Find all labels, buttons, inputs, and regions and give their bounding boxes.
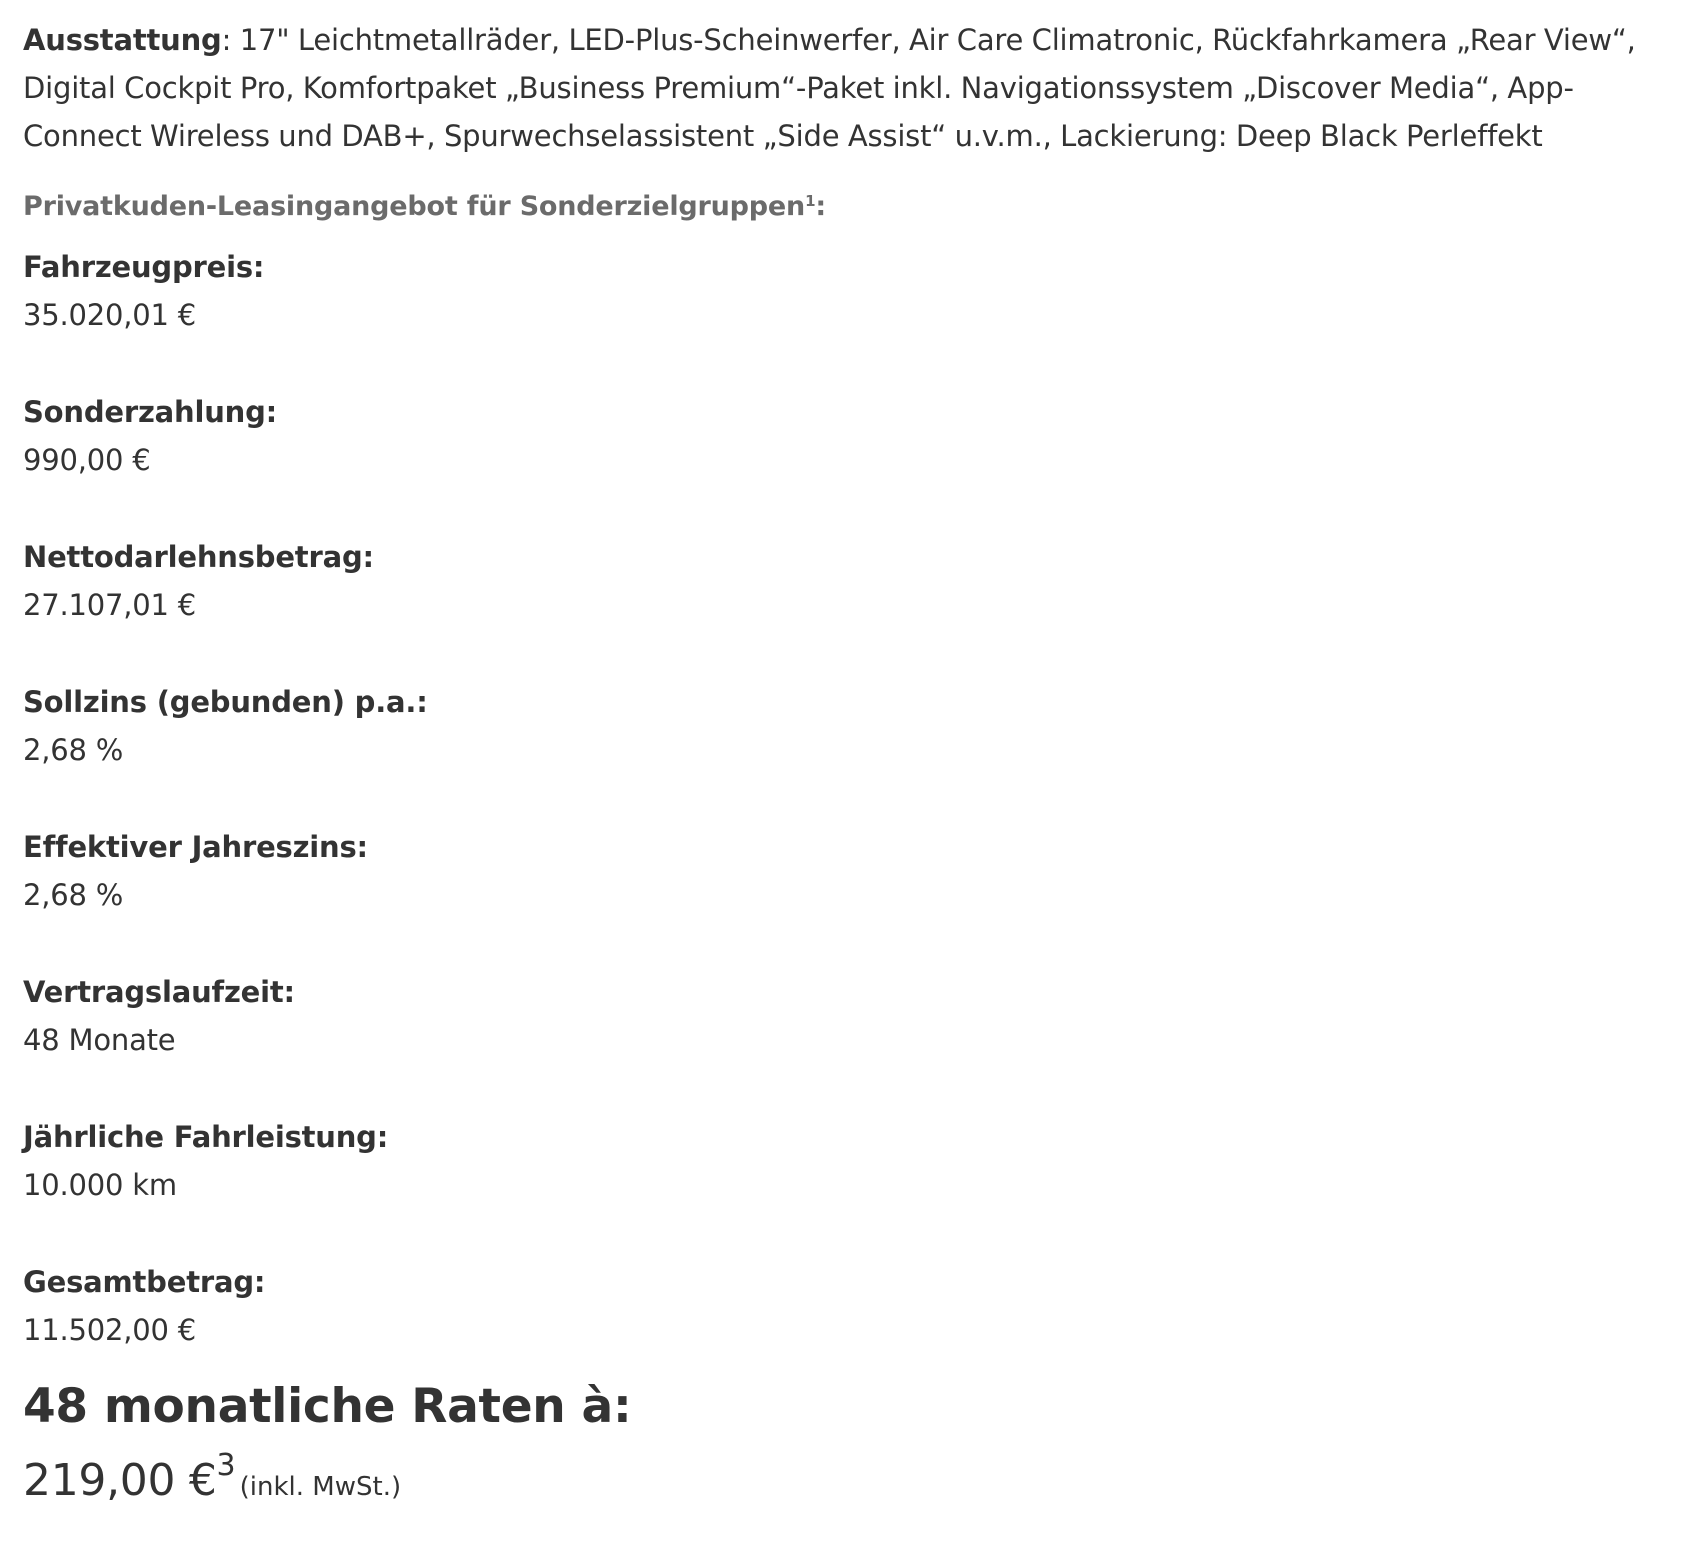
field-value: 10.000 km	[23, 1168, 177, 1202]
monthly-rate-value	[23, 1448, 1668, 1516]
offer-footnote-marker: 1	[805, 192, 816, 210]
monthly-rate-heading: 48 monatliche Raten à:	[23, 1379, 632, 1434]
equipment-text: : 17" Leichtmetallräder, LED-Plus-Scheinwerfer, Air Care Climatronic, Rückfahrkamera „Rear View“, Digital Cockpit Pro, Komfortpaket „Business Premium“-Paket inkl. Navigationssystem „Discover Media“, App-Connect Wireless und DAB+, Spurwechselassistent „Side Assist“ u.v.m., Lackierung: Deep Black Perleffekt	[23, 23, 1636, 153]
offer-heading-colon: :	[815, 191, 826, 222]
field-special-payment	[23, 388, 1668, 533]
field-label: Jährliche Fahrleistung:	[23, 1120, 389, 1154]
monthly-rate-amount: 219,00 €	[23, 1455, 217, 1506]
field-value: 27.107,01 €	[23, 588, 197, 622]
equipment-paragraph	[23, 16, 1668, 160]
offer-heading-text: Privatkuden-Leasingangebot für Sonderzielgruppen	[23, 191, 806, 222]
field-label: Fahrzeugpreis:	[23, 250, 265, 284]
monthly-rate-footnote-marker: 3	[216, 1448, 236, 1483]
field-label: Effektiver Jahreszins:	[23, 830, 368, 864]
field-value: 2,68 %	[23, 878, 124, 912]
field-value: 990,00 €	[23, 443, 151, 477]
field-value: 48 Monate	[23, 1023, 176, 1057]
field-contract-term	[23, 968, 1668, 1113]
offer-details-list	[23, 243, 1668, 1354]
field-value: 2,68 %	[23, 733, 124, 767]
equipment-label: Ausstattung	[23, 23, 222, 57]
field-label: Nettodarlehnsbetrag:	[23, 540, 374, 574]
field-value: 35.020,01 €	[23, 298, 197, 332]
field-net-loan-amount	[23, 533, 1668, 678]
field-annual-mileage	[23, 1113, 1668, 1258]
field-effective-annual-rate	[23, 823, 1668, 968]
field-value: 11.502,00 €	[23, 1313, 197, 1347]
field-label: Vertragslaufzeit:	[23, 975, 295, 1009]
field-label: Gesamtbetrag:	[23, 1265, 266, 1299]
field-vehicle-price	[23, 243, 1668, 388]
field-label: Sonderzahlung:	[23, 395, 278, 429]
field-label: Sollzins (gebunden) p.a.:	[23, 685, 428, 719]
offer-heading	[23, 189, 1668, 225]
field-total-amount	[23, 1258, 1668, 1354]
field-borrowing-rate	[23, 678, 1668, 823]
vat-note: (inkl. MwSt.)	[239, 1472, 402, 1502]
